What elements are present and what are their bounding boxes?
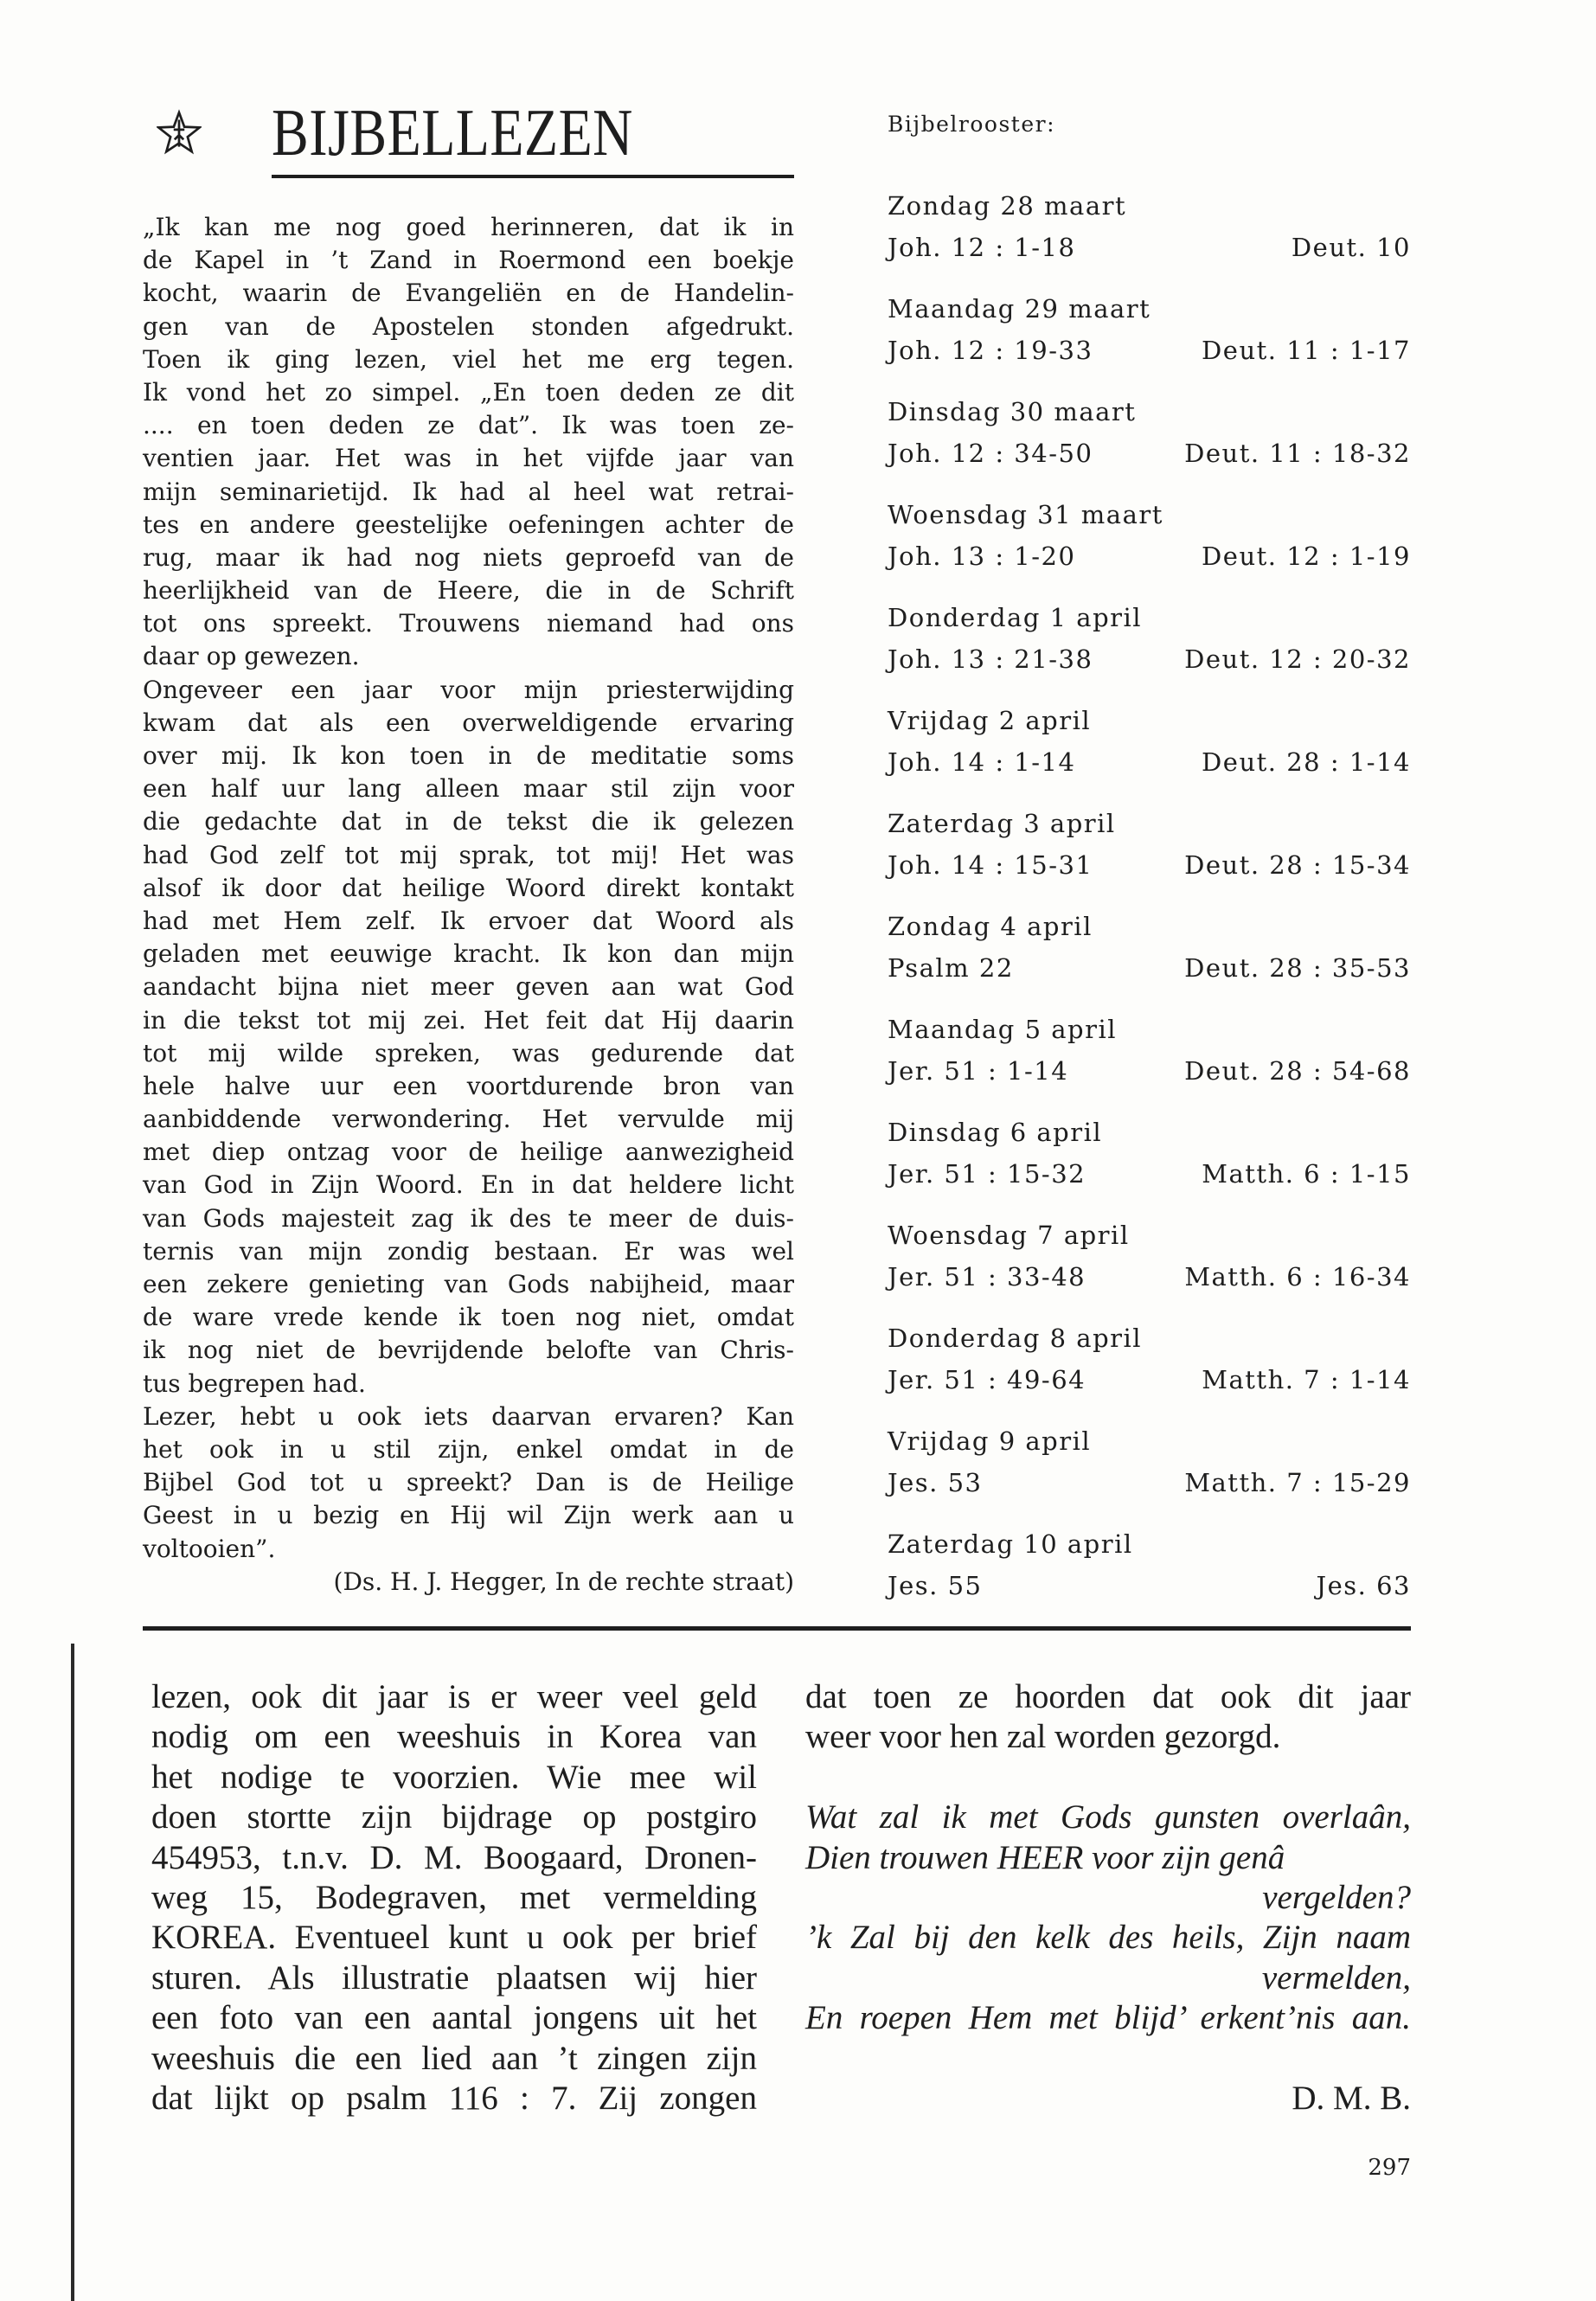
schedule-readings [888, 947, 1411, 989]
schedule-entry [888, 803, 1411, 906]
schedule-day: Vrijdag 2 april [888, 706, 1092, 735]
schedule-reading-1: Joh. 14 : 1-14 [888, 747, 1076, 777]
schedule-readings [888, 1256, 1411, 1298]
schedule-day: Maandag 5 april [888, 1015, 1118, 1044]
article-line: tot mij wilde spreken, was gedurende dat [143, 1038, 794, 1067]
appeal-line: weg 15, Bodegraven, met vermelding [151, 1878, 757, 1916]
poem-line: Dien trouwen HEER voor zijn genâ [805, 1838, 1285, 1876]
closing-line: dat toen ze hoorden dat ook dit jaar [805, 1678, 1411, 1715]
appeal-line: doen stortte zijn bijdrage op postgiro [151, 1798, 757, 1836]
schedule-reading-1: Psalm 22 [888, 953, 1014, 983]
schedule-entry [888, 1215, 1411, 1317]
schedule-reading-1: Joh. 12 : 1-18 [888, 233, 1076, 262]
article-line: de Kapel in ’t Zand in Roermond een boekje [143, 246, 794, 275]
schedule-reading-1: Jer. 51 : 1-14 [888, 1056, 1069, 1086]
schedule-reading-1: Jer. 51 : 15-32 [888, 1159, 1086, 1189]
poem [805, 1798, 1411, 2038]
schedule-day: Vrijdag 9 april [888, 1426, 1092, 1456]
article-line: gen van de Apostelen stonden afgedrukt. [143, 311, 794, 341]
schedule-entry [888, 1523, 1411, 1626]
schedule-entry [888, 185, 1411, 288]
schedule-entry [888, 1420, 1411, 1523]
schedule-entry [888, 906, 1411, 1009]
article-line: daar op gewezen. [143, 642, 360, 671]
article-line: had met Hem zelf. Ik ervoer dat Woord als [143, 906, 794, 935]
schedule-day: Zaterdag 10 april [888, 1529, 1133, 1559]
schedule-reading-2: Matth. 7 : 15-29 [1184, 1468, 1411, 1497]
article-line: .... en toen deden ze dat”. Ik was toen ze- [143, 411, 794, 440]
schedule-day: Woensdag 31 maart [888, 500, 1163, 529]
article-line: van Gods majesteit zag ik des te meer de duis- [143, 1203, 794, 1233]
article-line: Toen ik ging lezen, viel het me erg tegen. [143, 344, 794, 374]
article-line: mijn seminarietijd. Ik had al heel wat retrai- [143, 477, 794, 506]
schedule-day: Zondag 28 maart [888, 191, 1127, 221]
article-line: ventien jaar. Het was in het vijfde jaar van [143, 444, 794, 473]
article-title: BIJBELLEZEN [272, 95, 633, 170]
article-line: ik nog niet de bevrijdende belofte van Chris- [143, 1336, 794, 1365]
schedule-readings [888, 433, 1411, 474]
schedule-readings [888, 535, 1411, 577]
schedule-reading-1: Jer. 51 : 49-64 [888, 1365, 1086, 1394]
schedule-reading-2: Deut. 11 : 18-32 [1184, 439, 1411, 468]
schedule-reading-1: Joh. 13 : 1-20 [888, 542, 1076, 571]
schedule-readings [888, 844, 1411, 886]
schedule-readings [888, 1565, 1411, 1606]
schedule-entry [888, 1112, 1411, 1215]
signature: D. M. B. [1292, 2079, 1411, 2117]
schedule-reading-2: Deut. 28 : 15-34 [1184, 850, 1411, 880]
article-line: Ongeveer een jaar voor mijn priesterwijding [143, 675, 794, 704]
schedule-readings [888, 330, 1411, 371]
article-line: tes en andere geestelijke oefeningen achter de [143, 510, 794, 539]
article-line: Ik vond het zo simpel. „En toen deden ze dit [143, 377, 794, 407]
poem-line: vermelden, [1261, 1958, 1411, 1997]
article-line: de ware vrede kende ik toen nog niet, omdat [143, 1303, 794, 1332]
schedule-entry [888, 597, 1411, 700]
schedule-entry [888, 288, 1411, 391]
appeal-column [151, 1677, 757, 2118]
article-line: kocht, waarin de Evangeliën en de Handelin- [143, 279, 794, 308]
poem-line: Wat zal ik met Gods gunsten overlaân, [805, 1798, 1411, 1836]
schedule-readings [888, 1359, 1411, 1400]
article-line: kwam dat als een overweldigende ervaring [143, 708, 794, 737]
schedule-reading-2: Deut. 12 : 20-32 [1184, 644, 1411, 674]
schedule-entry [888, 700, 1411, 803]
schedule-reading-1: Joh. 12 : 34-50 [888, 439, 1093, 468]
schedule-day: Zaterdag 3 april [888, 809, 1116, 838]
schedule-reading-2: Matth. 6 : 1-15 [1202, 1159, 1411, 1189]
article-line: tot ons spreekt. Trouwens niemand had ons [143, 609, 794, 638]
appeal-line: dat lijkt op psalm 116 : 7. Zij zongen [151, 2079, 757, 2117]
article-body [143, 211, 794, 1599]
title-underline [272, 175, 794, 178]
schedule-reading-2: Jes. 63 [1316, 1571, 1411, 1600]
article-line: rug, maar ik had nog niets geproefd van de [143, 542, 794, 572]
closing-column [805, 1677, 1411, 2118]
schedule-day: Zondag 4 april [888, 912, 1093, 941]
article-line: het ook in u stil zijn, enkel omdat in de [143, 1434, 794, 1464]
schedule-readings [888, 1050, 1411, 1092]
article-line: van God in Zijn Woord. En in dat heldere licht [143, 1170, 794, 1200]
article-line: had God zelf tot mij sprak, tot mij! Het was [143, 840, 794, 869]
article-line: „Ik kan me nog goed herinneren, dat ik in [143, 213, 794, 241]
blank-line [805, 1758, 1411, 1798]
article-line: een half uur lang alleen maar stil zijn voor [143, 774, 794, 804]
poem-line: ’k Zal bij den kelk des heils, Zijn naam [805, 1919, 1411, 1957]
schedule-day: Woensdag 7 april [888, 1221, 1130, 1250]
schedule-day: Dinsdag 30 maart [888, 397, 1137, 426]
article-line: Bijbel God tot u spreekt? Dan is de Heilige [143, 1468, 794, 1497]
appeal-line: KOREA. Eventueel kunt u ook per brief [151, 1919, 757, 1957]
article-line: heerlijkheid van de Heere, die in de Schrift [143, 576, 794, 606]
schedule-reading-2: Deut. 12 : 1-19 [1202, 542, 1411, 571]
schedule-reading-2: Deut. 11 : 1-17 [1202, 336, 1411, 365]
appeal-line: lezen, ook dit jaar is er weer veel geld [151, 1678, 757, 1715]
schedule-day: Maandag 29 maart [888, 294, 1151, 324]
article-line: geladen met eeuwige kracht. Ik kon dan mijn [143, 939, 794, 969]
schedule-reading-1: Jer. 51 : 33-48 [888, 1262, 1086, 1292]
schedule-reading-2: Matth. 6 : 16-34 [1184, 1262, 1411, 1292]
schedule-reading-1: Joh. 13 : 21-38 [888, 644, 1093, 674]
article-attribution: (Ds. H. J. Hegger, In de rechte straat) [333, 1567, 794, 1596]
schedule-day: Dinsdag 6 april [888, 1118, 1103, 1147]
appeal-line: 454953, t.n.v. D. M. Boogaard, Dronen- [151, 1838, 757, 1876]
appeal-line: sturen. Als illustratie plaatsen wij hier [151, 1958, 757, 1997]
section-divider [143, 1626, 1411, 1631]
article-line: tus begrepen had. [143, 1368, 366, 1398]
schedule-readings [888, 638, 1411, 680]
article-line: aandacht bijna niet meer geven aan wat God [143, 972, 794, 1002]
schedule-reading-2: Deut. 28 : 1-14 [1202, 747, 1411, 777]
schedule-readings [888, 1153, 1411, 1195]
article-line: voltooien”. [143, 1534, 276, 1563]
schedule-reading-1: Jes. 53 [888, 1468, 983, 1497]
page-number: 297 [1368, 2155, 1411, 2181]
appeal-line: een foto van een aantal jongens uit het [151, 1999, 757, 2037]
article-line: alsof ik door dat heilige Woord direkt kontakt [143, 873, 794, 902]
article-line: Geest in u bezig en Hij wil Zijn werk aan u [143, 1501, 794, 1530]
bible-schedule [888, 185, 1411, 1626]
article-line: over mij. Ik kon toen in de meditatie soms [143, 741, 794, 770]
schedule-reading-2: Matth. 7 : 1-14 [1202, 1365, 1411, 1394]
article-line: hele halve uur een voortdurende bron van [143, 1071, 794, 1100]
article-line: die gedachte dat in de tekst die ik gelezen [143, 807, 794, 836]
schedule-reading-2: Deut. 28 : 35-53 [1184, 953, 1411, 983]
schedule-entry [888, 494, 1411, 597]
appeal-line: weeshuis die een lied aan ’t zingen zijn [151, 2039, 757, 2077]
schedule-readings [888, 741, 1411, 783]
article-line: met diep ontzag voor de heilige aanwezigheid [143, 1138, 794, 1167]
article-line: Lezer, hebt u ook iets daarvan ervaren? Kan [143, 1401, 794, 1431]
article-line: ternis van mijn zondig bestaan. Er was wel [143, 1236, 794, 1266]
schedule-reading-1: Joh. 12 : 19-33 [888, 336, 1093, 365]
blank-line [805, 2039, 1411, 2079]
schedule-reading-2: Deut. 10 [1291, 233, 1411, 262]
schedule-entry [888, 1317, 1411, 1420]
appeal-line: nodig om een weeshuis in Korea van [151, 1718, 757, 1756]
article-line: een zekere genieting van Gods nabijheid, maar [143, 1270, 794, 1298]
schedule-readings [888, 227, 1411, 268]
article-line: aanbiddende verwondering. Het vervulde mij [143, 1105, 794, 1134]
schedule-reading-1: Joh. 14 : 15-31 [888, 850, 1093, 880]
schedule-heading: Bijbelrooster: [888, 112, 1056, 137]
closing-line: weer voor hen zal worden gezorgd. [805, 1718, 1281, 1756]
page-edge-line [71, 1644, 74, 2301]
poem-line: En roepen Hem met blijd’ erkent’nis aan. [805, 1999, 1411, 2037]
appeal-line: het nodige te voorzien. Wie mee wil [151, 1758, 757, 1796]
schedule-readings [888, 1462, 1411, 1503]
poem-line: vergelden? [1262, 1878, 1411, 1916]
schedule-reading-2: Deut. 28 : 54-68 [1184, 1056, 1411, 1086]
schedule-day: Donderdag 8 april [888, 1324, 1143, 1353]
schedule-day: Donderdag 1 april [888, 603, 1143, 632]
schedule-entry [888, 391, 1411, 494]
article-line: in die tekst tot mij zei. Het feit dat Hij daarin [143, 1005, 794, 1035]
schedule-entry [888, 1009, 1411, 1112]
schedule-reading-1: Jes. 55 [888, 1571, 983, 1600]
star-icon [157, 109, 202, 156]
